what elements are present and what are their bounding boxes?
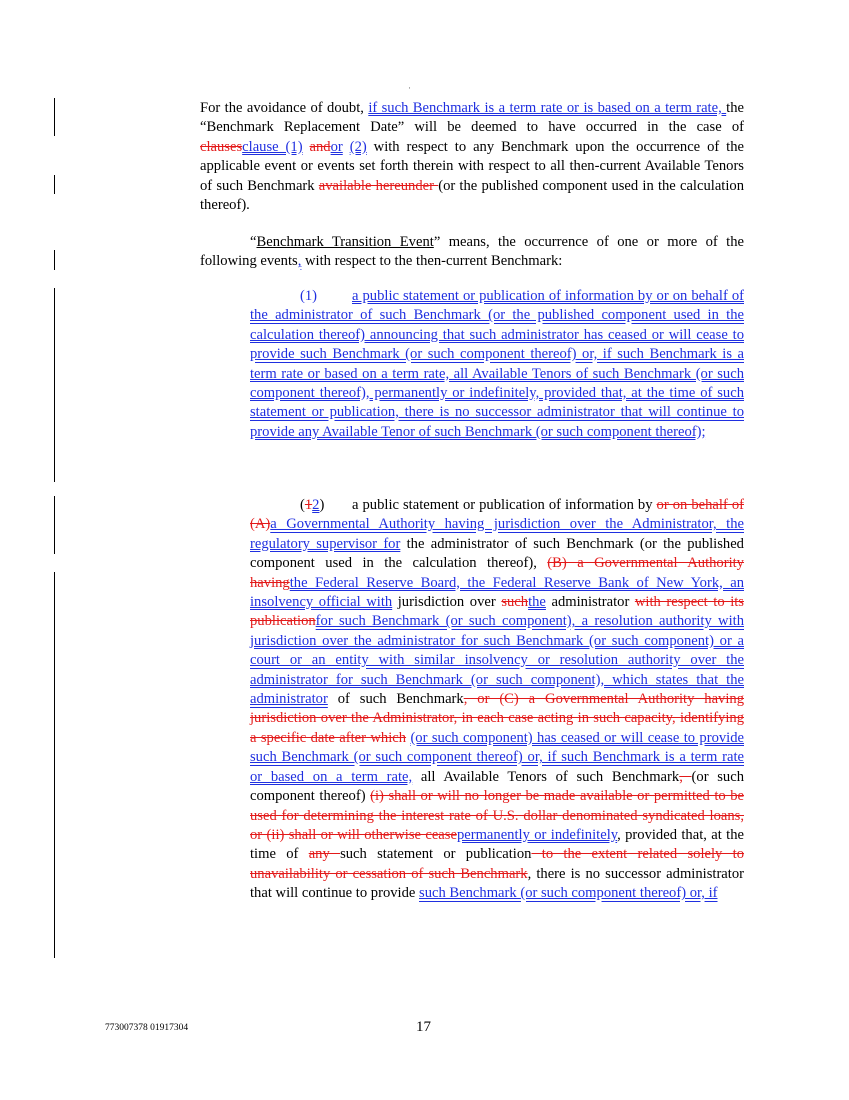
paragraph-avoidance-of-doubt: For the avoidance of doubt, if such Benchmark is a term rate or is based on a term rate, the “Benchmark Replacement Date” will be deemed to have occurred in the case of clausesclause (1) andor (2) with respect to any Benchmark upon the occurrence of the applicable event or events set forth therein with respect to all then-current Available Tenors of such Benchmark available hereunder (or the published component used in the calculation thereof). bbox=[200, 100, 744, 214]
document-id: 773007378 01917304 bbox=[105, 1023, 189, 1033]
clause-number: (1) bbox=[300, 288, 318, 304]
scan-mark: · bbox=[408, 83, 411, 93]
change-bar bbox=[54, 288, 55, 482]
clause-1: (1) a public statement or publication of information by or on behalf of the administrator of such Benchmark (or the published component used in the calculation thereof) announcing that such administrator has ceased or will cease to provide such Benchmark (or such component thereof) or, if such Benchmark is a term rate or based on a term rate, all Available Tenors of such Benchmark (or such component thereof), permanently or indefinitely, provided that, at the time of such statement or publication, there is no successor administrator that will continue to provide any Available Tenor of such Benchmark (or such component thereof); bbox=[250, 288, 744, 440]
change-bar bbox=[54, 496, 55, 554]
change-bar bbox=[54, 98, 55, 136]
clause-2: (12) a public statement or publication of information by or on behalf of (A)a Governmental Authority having jurisdiction over the Administrator, the regulatory supervisor for the administrator of such Benchmark (or the published component used in the calculation thereof), (B) a Governmental Authority havingthe Federal Reserve Board, the Federal Reserve Bank of New York, an insolvency official with jurisdiction over suchthe administrator with respect to its publicationfor such Benchmark (or such component), a resolution authority with jurisdiction over the administrator for such Benchmark (or such component) or a court or an entity with similar insolvency or resolution authority over the administrator for such Benchmark (or such component), which states that the administrator of such Benchmark, or (C) a Governmental Authority having jurisdiction over the Administrator, in each case acting in such capacity, identifying a specific date after which (or such component) has ceased or will cease to provide such Benchmark (or such component thereof) or, if such Benchmark is a term rate or based on a term rate, all Available Tenors of such Benchmark, (or such component thereof) (i) shall or will no longer be made available or permitted to be used for determining the interest rate of U.S. dollar denominated syndicated loans, or (ii) shall or will otherwise ceasepermanently or indefinitely, provided that, at the time of any such statement or publication to the extent related solely to unavailability or cessation of such Benchmark, there is no successor administrator that will continue to provide such Benchmark (or such component thereof) or, if bbox=[250, 497, 745, 902]
defined-term: Benchmark Transition Event bbox=[256, 234, 434, 250]
clause-number: (12) bbox=[300, 497, 325, 513]
page-number: 17 bbox=[416, 1019, 431, 1035]
change-bar bbox=[54, 250, 55, 270]
change-bar bbox=[54, 572, 55, 958]
paragraph-transition-event-definition: “Benchmark Transition Event” means, the occurrence of one or more of the following events, with respect to the then-current Benchmark: bbox=[200, 234, 744, 270]
change-bar bbox=[54, 175, 55, 194]
